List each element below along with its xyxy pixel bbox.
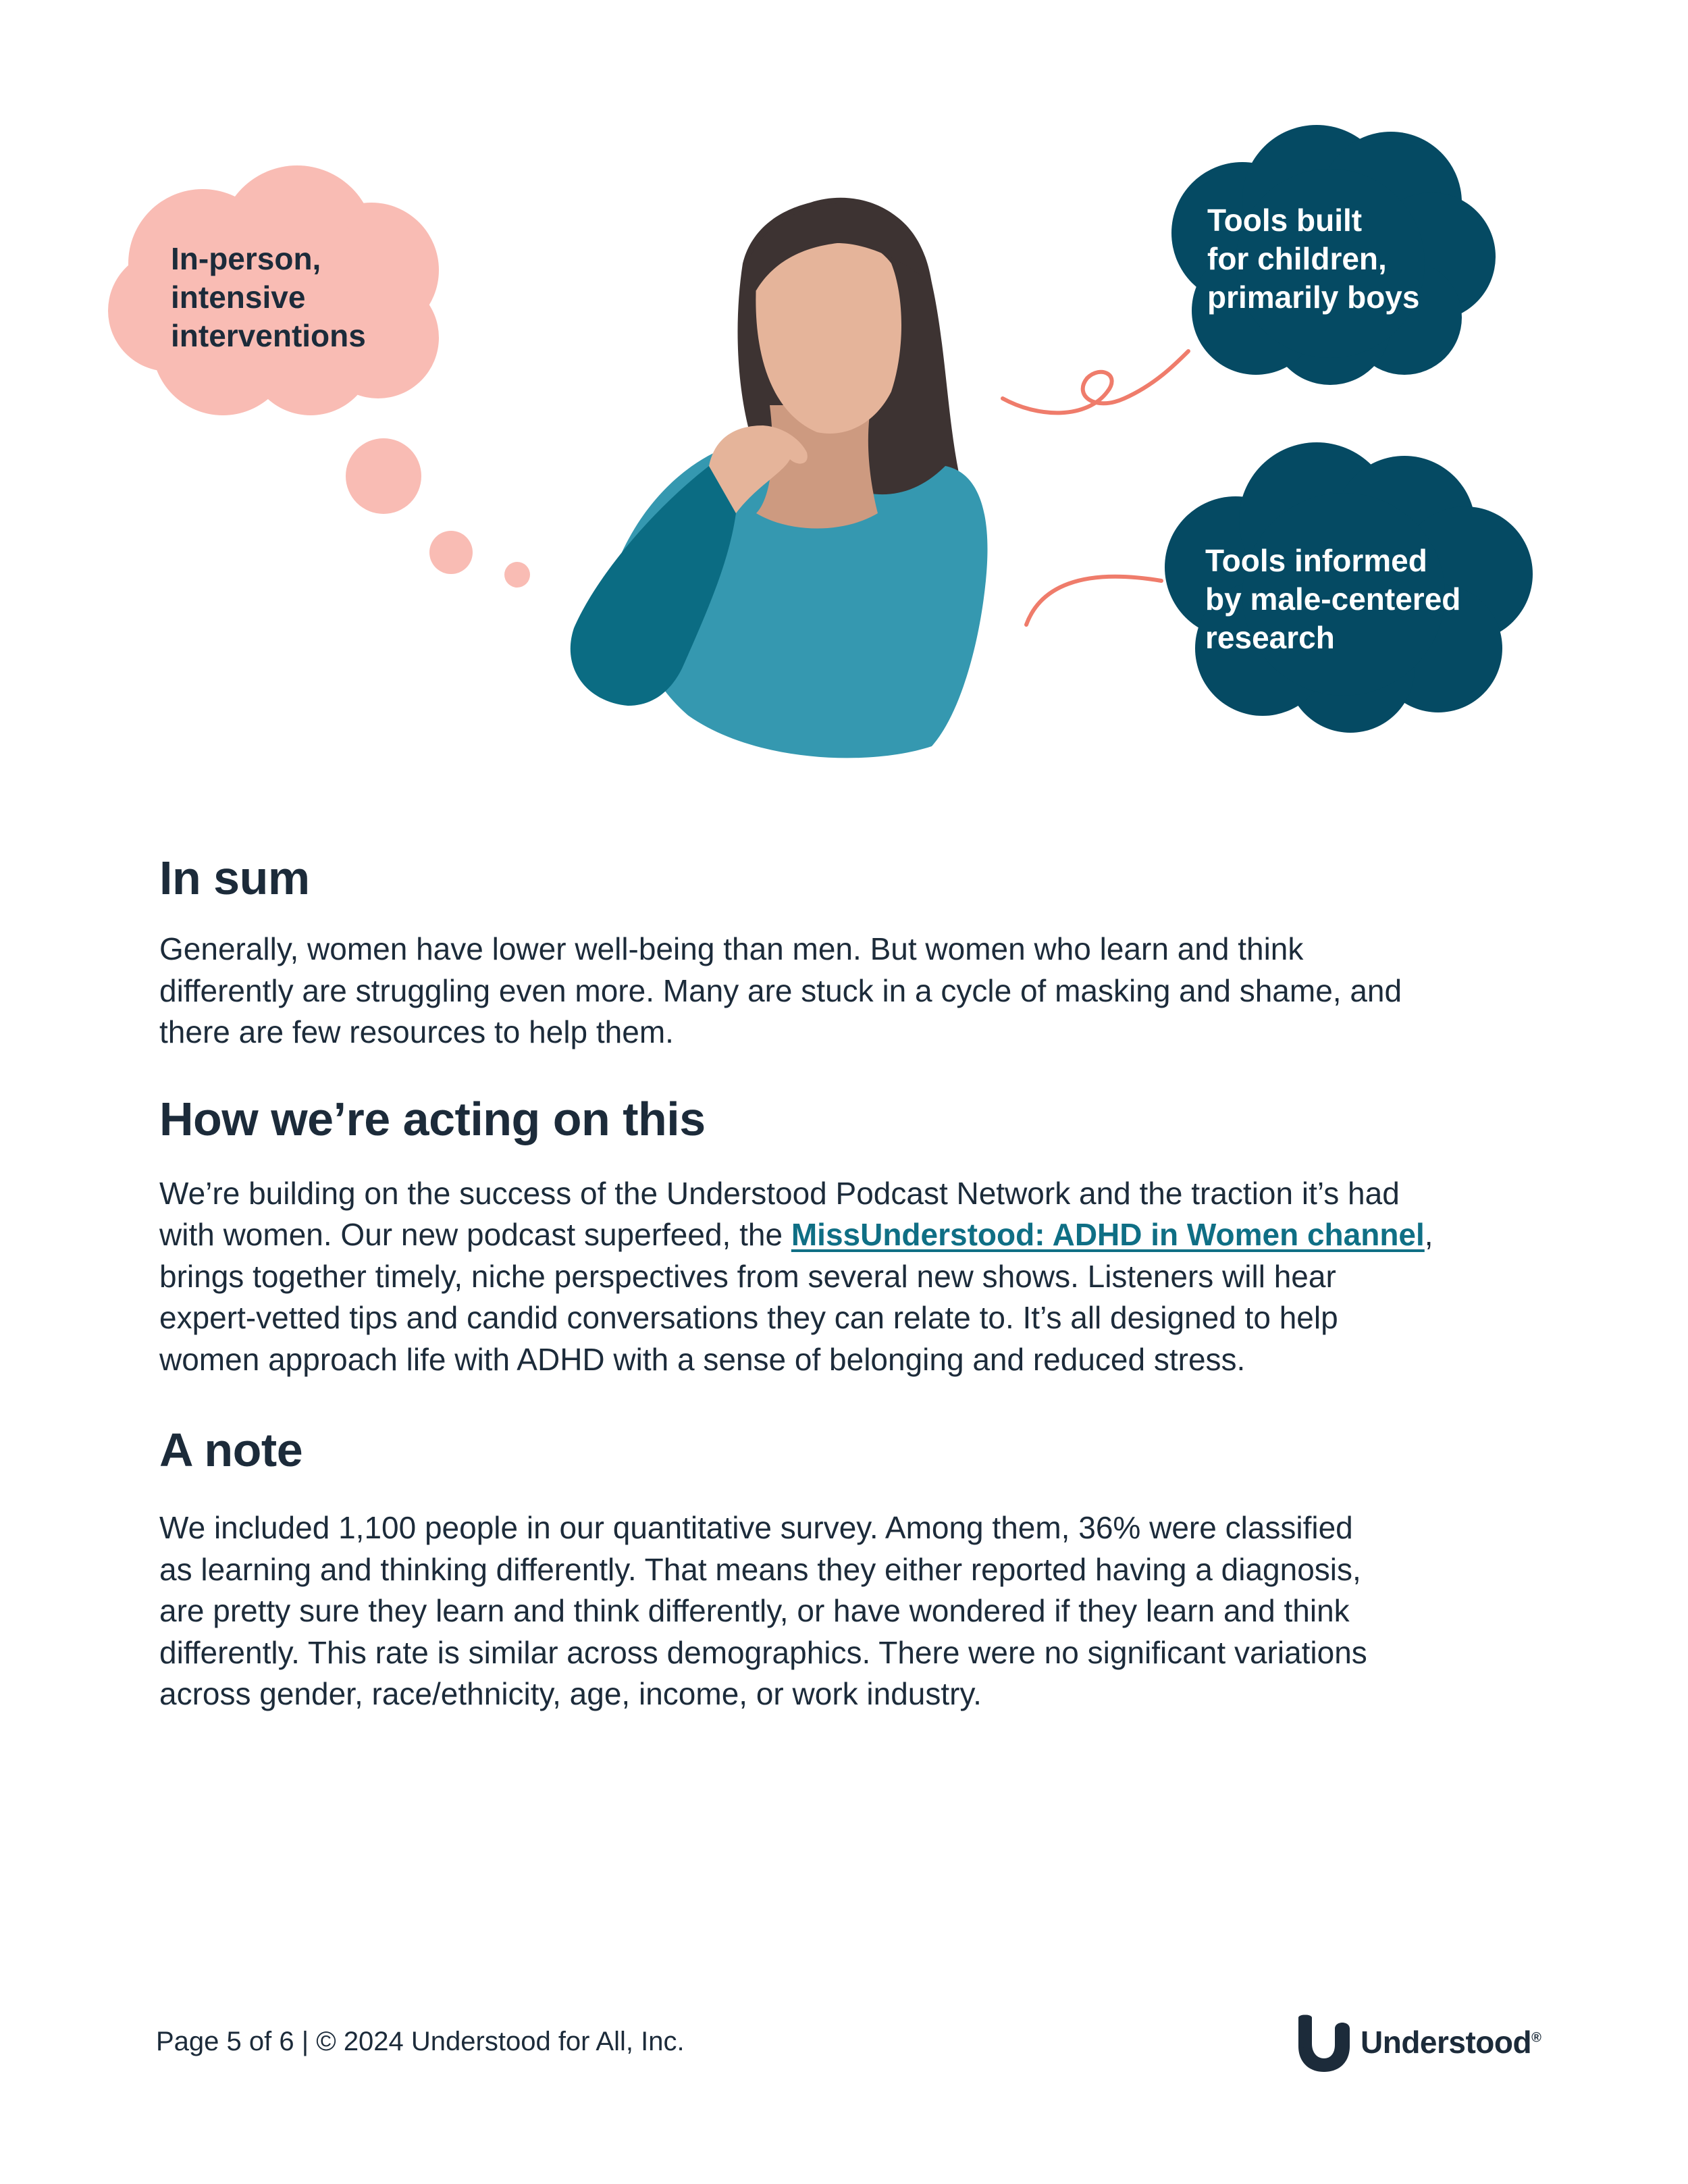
logo-wordmark-text: Understood xyxy=(1361,2025,1532,2060)
section-in-sum xyxy=(159,848,1550,1054)
missunderstood-channel-link[interactable]: MissUnderstood: ADHD in Women channel xyxy=(791,1217,1425,1252)
text-line: expert-vetted tips and candid conversations they can relate to. It’s all designed to help xyxy=(159,1300,1338,1335)
text-line: there are few resources to help them. xyxy=(159,1014,674,1049)
text-line: We included 1,100 people in our quantitative survey. Among them, 36% were classified xyxy=(159,1510,1353,1545)
paragraph-note xyxy=(159,1507,1550,1715)
understood-logo[interactable] xyxy=(1293,2011,1541,2073)
heading-acting: How we’re acting on this xyxy=(159,1092,706,1145)
illustration-artwork xyxy=(0,0,1688,797)
text-line: Generally, women have lower well-being than men. But women who learn and think xyxy=(159,931,1304,966)
text-fragment: with women. Our new podcast superfeed, the xyxy=(159,1217,791,1252)
text-line: We’re building on the success of the Understood Podcast Network and the traction it’s had xyxy=(159,1175,1400,1211)
pink-thought-cloud xyxy=(108,165,530,588)
text-line: women approach life with ADHD with a sense of belonging and reduced stress. xyxy=(159,1341,1246,1377)
main-content xyxy=(159,848,1550,1715)
heading-note: A note xyxy=(159,1424,303,1476)
speech-squiggles xyxy=(1003,351,1188,625)
text-line: are pretty sure they learn and think differently, or have wondered if they learn and think xyxy=(159,1593,1350,1628)
section-note xyxy=(159,1420,1550,1715)
registered-mark: ® xyxy=(1531,2030,1541,2046)
text-fragment: , xyxy=(1424,1217,1433,1252)
footer-page-info: Page 5 of 6 | © 2024 Understood for All, Inc. xyxy=(156,2027,685,2056)
text-line: across gender, race/ethnicity, age, income, or work industry. xyxy=(159,1676,982,1711)
paragraph-in-sum xyxy=(159,929,1550,1054)
understood-u-logo-icon xyxy=(1293,2011,1354,2073)
logo-wordmark xyxy=(1361,2024,1541,2060)
text-line-with-link xyxy=(159,1214,1550,1256)
paragraph-acting xyxy=(159,1173,1550,1381)
dark-cloud-top-label: Tools built for children, primarily boys xyxy=(1207,203,1420,315)
text-line: differently are struggling even more. Many are stuck in a cycle of masking and shame, and xyxy=(159,972,1402,1008)
section-acting xyxy=(159,1089,1550,1381)
dark-cloud-bottom-label: Tools informed by male-centered research xyxy=(1205,543,1461,655)
woman-figure xyxy=(571,198,988,758)
text-line: differently. This rate is similar across demographics. There were no significant variations xyxy=(159,1634,1367,1670)
text-line: brings together timely, niche perspectives from several new shows. Listeners will hear xyxy=(159,1258,1336,1294)
header-illustration xyxy=(0,0,1688,797)
text-line: as learning and thinking differently. That means they either reported having a diagnosis, xyxy=(159,1551,1361,1587)
pink-cloud-label: In-person, intensive interventions xyxy=(171,241,366,353)
heading-in-sum: In sum xyxy=(159,852,310,904)
